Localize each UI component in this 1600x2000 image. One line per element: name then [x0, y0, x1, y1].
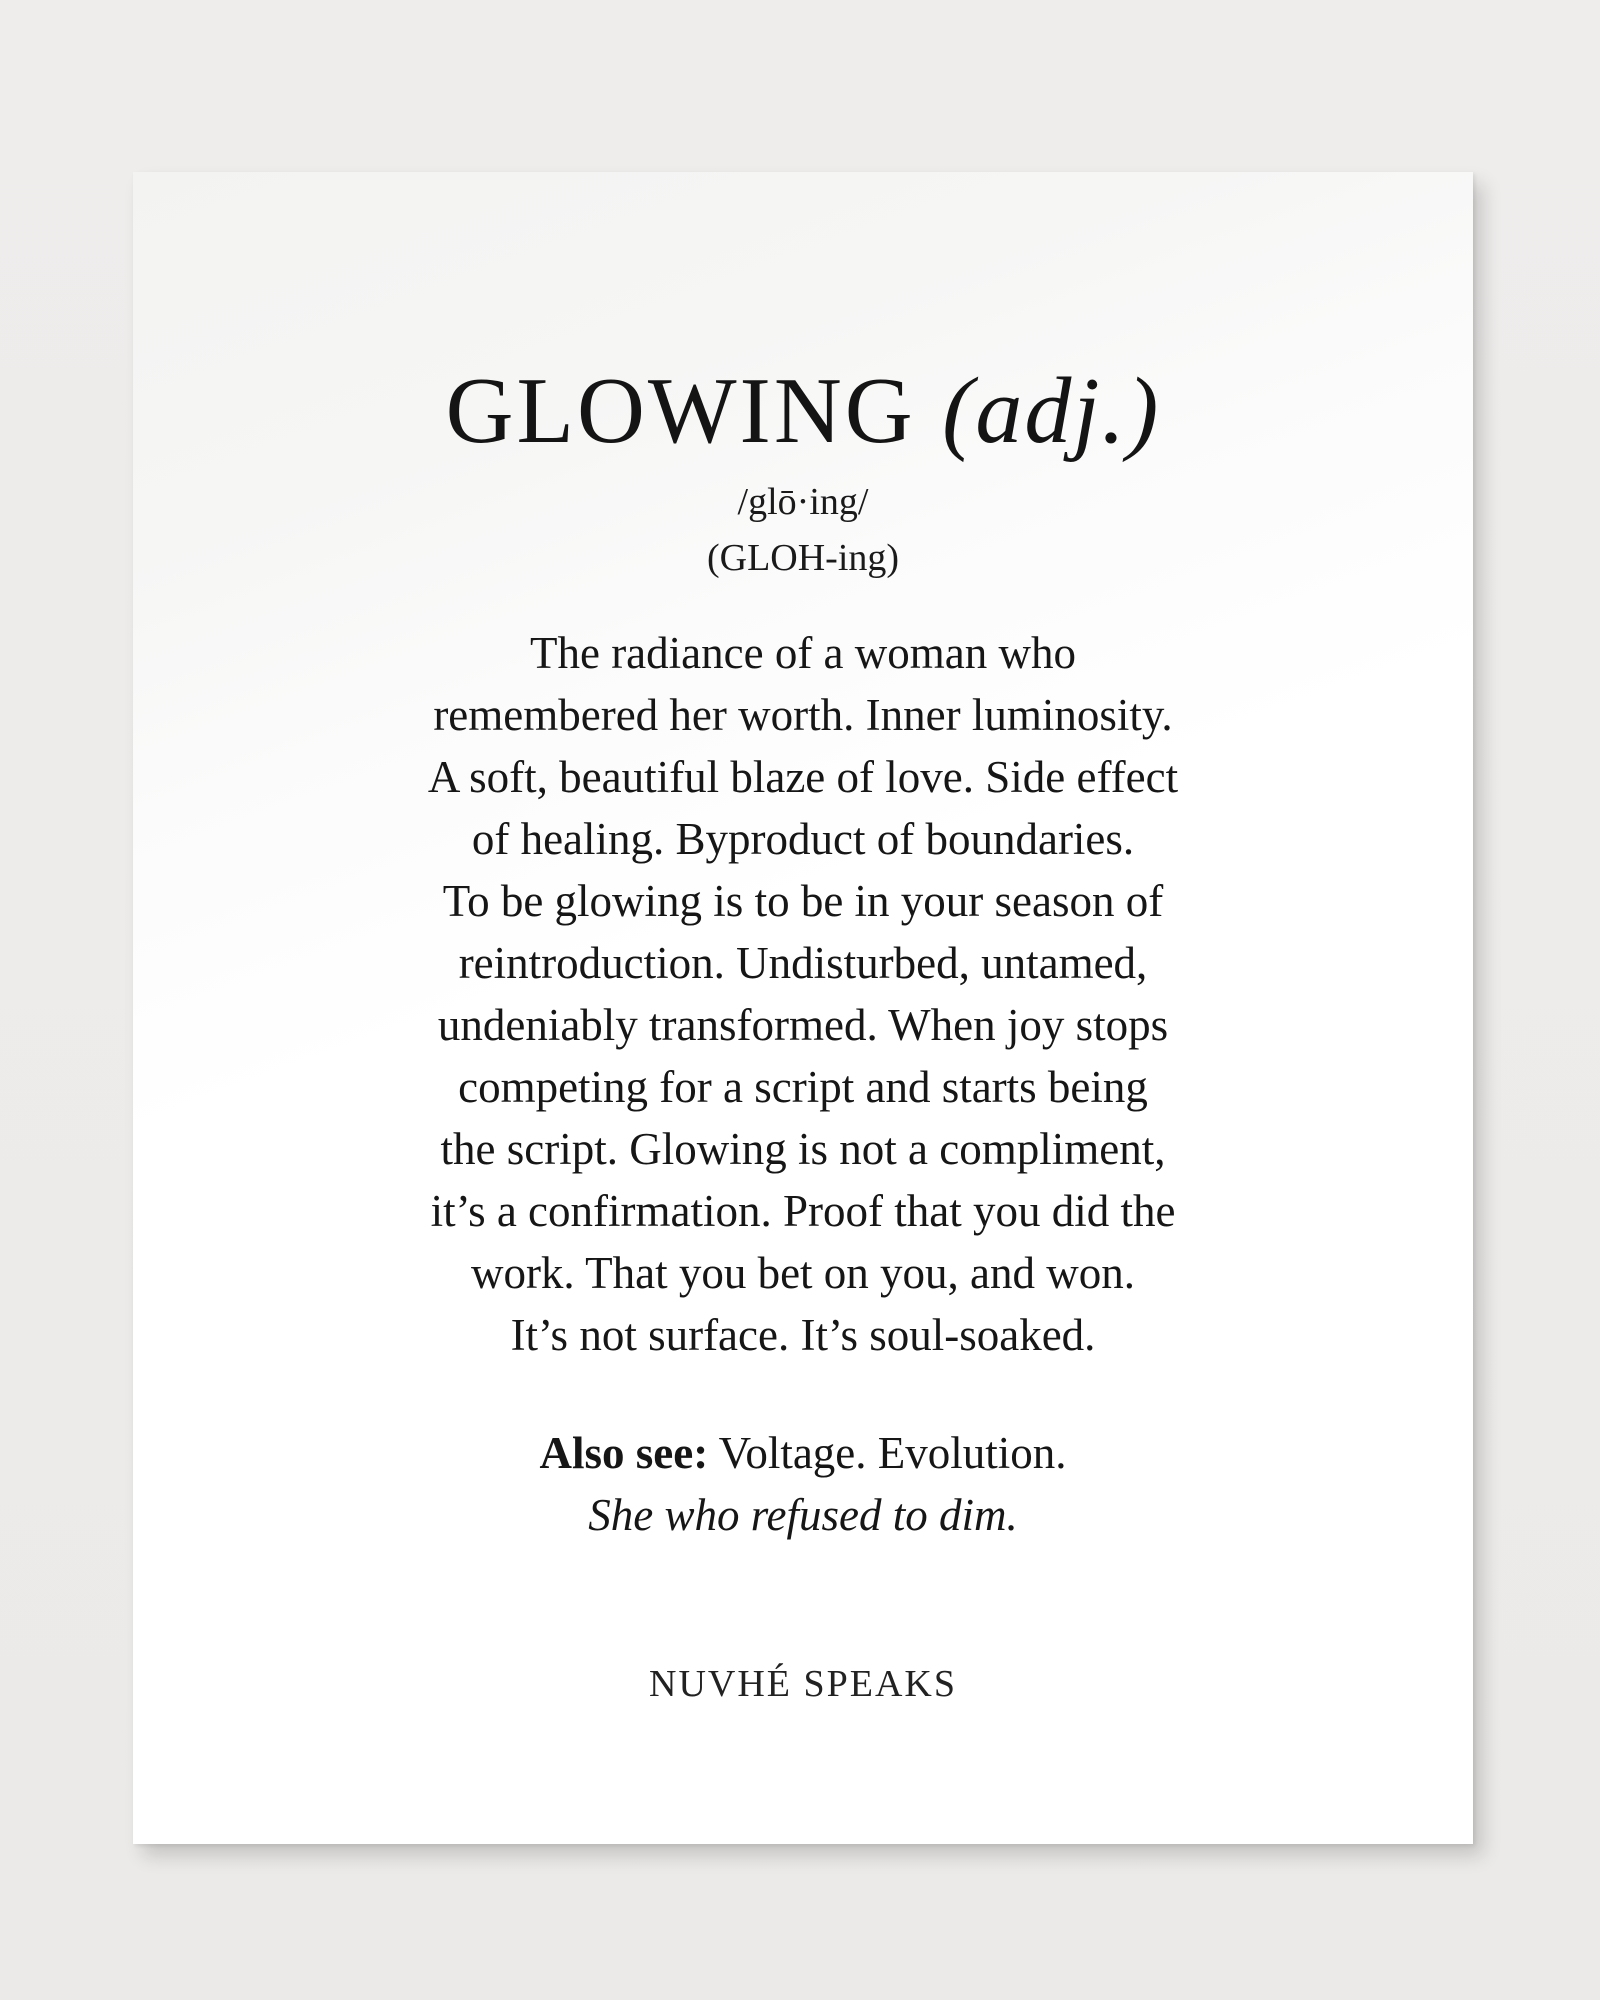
definition-line: remembered her worth. Inner luminosity.: [433, 690, 1173, 740]
also-see-text: Voltage. Evolution.: [708, 1428, 1067, 1478]
closing-line: She who refused to dim.: [588, 1490, 1018, 1540]
part-of-speech: (adj.): [942, 359, 1161, 463]
brand-name: NUVHÉ SPEAKS: [649, 1663, 957, 1705]
also-see-label: Also see:: [539, 1428, 709, 1478]
definition-body: [283, 622, 1323, 1366]
definition-line: A soft, beautiful blaze of love. Side effect: [427, 752, 1179, 802]
definition-line: it’s a confirmation. Proof that you did the: [430, 1186, 1176, 1236]
definition-title: [133, 359, 1473, 463]
also-see-block: [133, 1422, 1473, 1546]
definition-line: the script. Glowing is not a compliment,: [440, 1124, 1166, 1174]
definition-line: The radiance of a woman who: [529, 628, 1077, 678]
definition-line: To be glowing is to be in your season of: [442, 876, 1164, 926]
pronunciation: /glō·ing/: [737, 481, 869, 523]
also-see-line: [133, 1422, 1473, 1484]
headword: GLOWING: [445, 359, 916, 463]
definition-line: undeniably transformed. When joy stops: [437, 1000, 1169, 1050]
definition-line: of healing. Byproduct of boundaries.: [471, 814, 1135, 864]
poster: [133, 172, 1473, 1844]
pronunciation-block: [133, 474, 1473, 586]
respelling: (GLOH-ing): [706, 537, 900, 579]
definition-line: work. That you bet on you, and won.: [470, 1248, 1136, 1298]
definition-line: competing for a script and starts being: [458, 1062, 1148, 1112]
definition-line: It’s not surface. It’s soul-soaked.: [510, 1310, 1096, 1360]
definition-line: reintroduction. Undisturbed, untamed,: [458, 938, 1148, 988]
